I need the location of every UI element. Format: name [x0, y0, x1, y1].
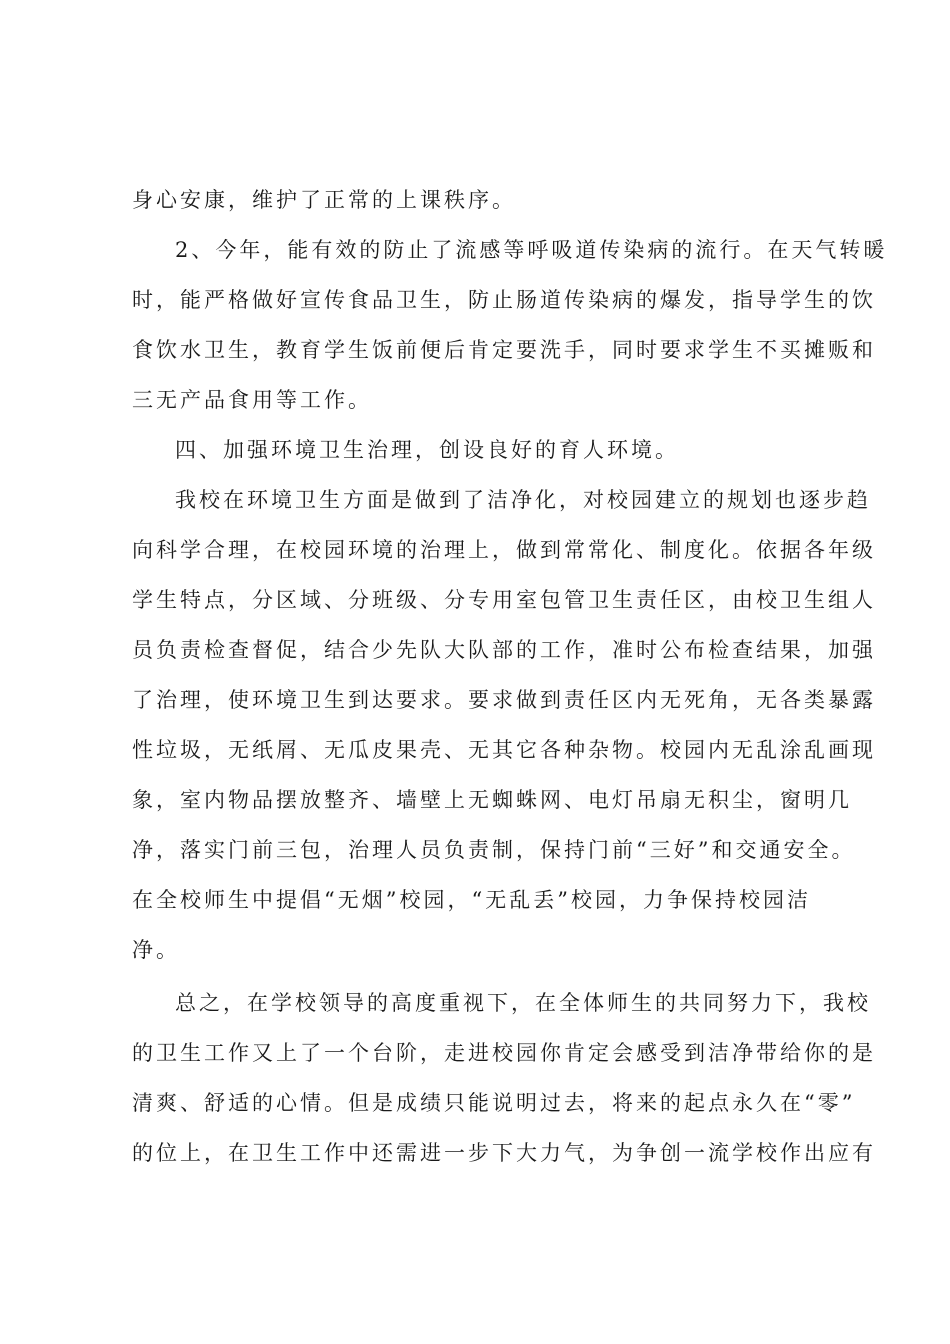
text-line: 时，能严格做好宣传食品卫生，防止肠道传染病的爆发，指导学生的饮 — [132, 288, 876, 312]
text-line: 我校在环境卫生方面是做到了洁净化，对校园建立的规划也逐步趋 — [175, 488, 871, 512]
text-line: 净，落实门前三包，治理人员负责制，保持门前“三好”和交通安全。 — [132, 838, 856, 862]
section-heading: 四、加强环境卫生治理，创设良好的育人环境。 — [175, 438, 679, 462]
text-line: 员负责检查督促，结合少先队大队部的工作，准时公布检查结果，加强 — [132, 638, 876, 662]
text-line: 的位上，在卫生工作中还需进一步下大力气，为争创一流学校作出应有 — [132, 1141, 876, 1165]
text-line: 向科学合理，在校园环境的治理上，做到常常化、制度化。依据各年级 — [132, 538, 876, 562]
text-line: 身心安康，维护了正常的上课秩序。 — [132, 188, 516, 212]
text-line: 清爽、舒适的心情。但是成绩只能说明过去，将来的起点永久在“零” — [132, 1091, 856, 1115]
text-line: 学生特点，分区域、分班级、分专用室包管卫生责任区，由校卫生组人 — [132, 588, 876, 612]
text-line: 在全校师生中提倡“无烟”校园，“无乱丢”校园，力争保持校园洁 — [132, 888, 811, 912]
text-line: 性垃圾，无纸屑、无瓜皮果壳、无其它各种杂物。校园内无乱涂乱画现 — [132, 738, 876, 762]
text-line: 象，室内物品摆放整齐、墙壁上无蜘蛛网、电灯吊扇无积尘，窗明几 — [132, 788, 852, 812]
text-line: 三无产品食用等工作。 — [132, 388, 372, 412]
text-line: 食饮水卫生，教育学生饭前便后肯定要洗手，同时要求学生不买摊贩和 — [132, 338, 876, 362]
text-line: 的卫生工作又上了一个台阶，走进校园你肯定会感受到洁净带给你的是 — [132, 1041, 876, 1065]
text-line: 总之，在学校领导的高度重视下，在全体师生的共同努力下，我校 — [175, 991, 871, 1015]
text-line: 了治理，使环境卫生到达要求。要求做到责任区内无死角，无各类暴露 — [132, 688, 876, 712]
text-line: 净。 — [132, 938, 180, 962]
text-line: 2、今年，能有效的防止了流感等呼吸道传染病的流行。在天气转暖 — [175, 238, 888, 262]
